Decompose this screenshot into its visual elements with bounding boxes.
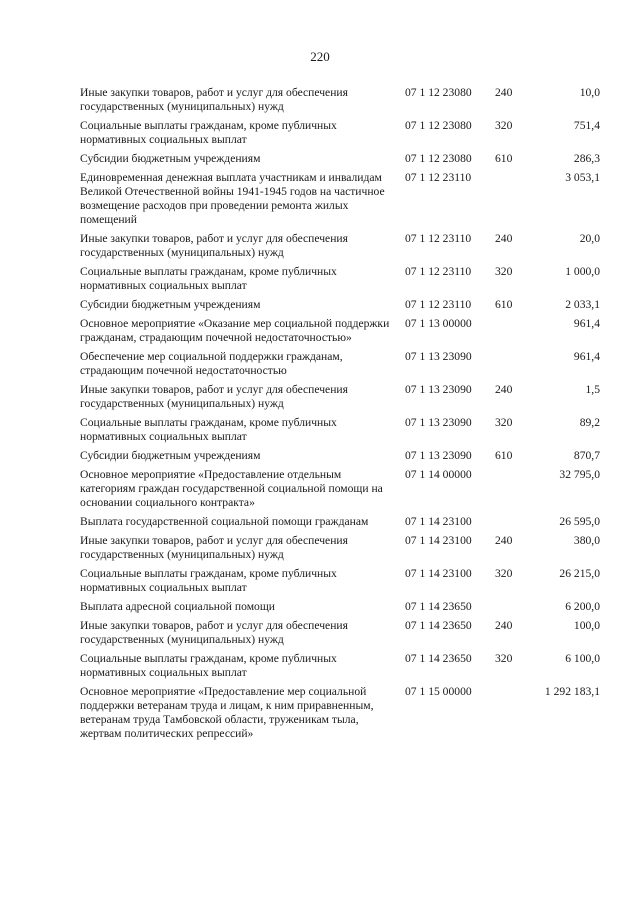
row-code: 07 1 14 23650 [405, 652, 472, 665]
row-amount: 6 100,0 [565, 652, 600, 665]
row-expense-type: 320 [495, 265, 513, 278]
row-name: Социальные выплаты гражданам, кроме публичных нормативных социальных выплат [80, 265, 337, 292]
budget-table [80, 86, 600, 746]
row-name: Иные закупки товаров, работ и услуг для обеспечения государственных (муниципальных) нужд [80, 86, 348, 113]
row-expense-type [495, 600, 525, 614]
row-expense-type: 320 [495, 567, 513, 580]
row-name: Обеспечение мер социальной поддержки гражданам, страдающим почечной недостаточностью [80, 350, 343, 377]
row-amount: 26 595,0 [559, 515, 600, 528]
row-amount: 961,4 [573, 317, 600, 330]
row-code: 07 1 12 23080 [405, 86, 472, 99]
table-row [80, 152, 600, 166]
row-code: 07 1 14 00000 [405, 468, 472, 481]
row-amount: 32 795,0 [559, 468, 600, 481]
row-code: 07 1 12 23110 [405, 171, 472, 184]
row-code: 07 1 15 00000 [405, 685, 472, 698]
table-row [80, 119, 600, 147]
row-name: Единовременная денежная выплата участникам и инвалидам Великой Отечественной войны 1941-1945 годов на частичное возмещение расходов при проведении ремонта жилых помещений [80, 171, 385, 226]
row-code: 07 1 12 23110 [405, 265, 472, 278]
row-name: Социальные выплаты гражданам, кроме публичных нормативных социальных выплат [80, 416, 337, 443]
row-code: 07 1 13 23090 [405, 350, 472, 363]
row-code: 07 1 14 23100 [405, 515, 472, 528]
row-expense-type [495, 468, 525, 510]
table-row [80, 416, 600, 444]
row-code: 07 1 12 23080 [405, 152, 472, 165]
row-name: Социальные выплаты гражданам, кроме публичных нормативных социальных выплат [80, 567, 337, 594]
row-code: 07 1 12 23080 [405, 119, 472, 132]
table-row [80, 171, 600, 227]
row-expense-type [495, 317, 525, 345]
table-row [80, 86, 600, 114]
row-name: Субсидии бюджетным учреждениям [80, 449, 261, 462]
row-name: Субсидии бюджетным учреждениям [80, 298, 261, 311]
row-name: Выплата государственной социальной помощи гражданам [80, 515, 369, 528]
row-name: Иные закупки товаров, работ и услуг для обеспечения государственных (муниципальных) нужд [80, 232, 348, 259]
row-code: 07 1 12 23110 [405, 232, 472, 245]
page-number: 220 [310, 49, 330, 64]
table-row [80, 600, 600, 614]
row-expense-type: 240 [495, 86, 513, 99]
row-code: 07 1 13 23090 [405, 416, 472, 429]
row-name: Основное мероприятие «Предоставление отдельным категориям граждан государственной социальной помощи на основании социального контракта» [80, 468, 383, 509]
row-amount: 1,5 [585, 383, 600, 396]
table-row [80, 468, 600, 510]
row-amount: 1 000,0 [565, 265, 600, 278]
row-code: 07 1 13 23090 [405, 383, 472, 396]
row-name: Иные закупки товаров, работ и услуг для обеспечения государственных (муниципальных) нужд [80, 383, 348, 410]
row-name: Основное мероприятие «Оказание мер социальной поддержки гражданам, страдающим почечной недостаточностью» [80, 317, 390, 344]
row-amount: 286,3 [573, 152, 600, 165]
row-code: 07 1 12 23110 [405, 298, 472, 311]
row-name: Основное мероприятие «Предоставление мер социальной поддержки ветеранам труда и лицам, к ним приравненным, ветеранам труда Тамбовской области, труженикам тыла, жертвам политических репрессий» [80, 685, 374, 740]
row-name: Иные закупки товаров, работ и услуг для обеспечения государственных (муниципальных) нужд [80, 619, 348, 646]
table-row [80, 652, 600, 680]
row-expense-type: 240 [495, 383, 513, 396]
row-amount: 10,0 [579, 86, 600, 99]
row-amount: 20,0 [579, 232, 600, 245]
row-expense-type: 610 [495, 298, 513, 311]
row-expense-type [495, 515, 525, 529]
row-expense-type: 320 [495, 652, 513, 665]
row-expense-type: 610 [495, 449, 513, 462]
table-row [80, 515, 600, 529]
row-amount: 89,2 [579, 416, 600, 429]
row-expense-type: 320 [495, 416, 513, 429]
row-amount: 751,4 [573, 119, 600, 132]
row-expense-type [495, 350, 525, 378]
row-code: 07 1 14 23100 [405, 534, 472, 547]
row-amount: 3 053,1 [565, 171, 600, 184]
row-name: Выплата адресной социальной помощи [80, 600, 275, 613]
row-expense-type: 610 [495, 152, 513, 165]
row-code: 07 1 14 23650 [405, 600, 472, 613]
row-amount: 1 292 183,1 [544, 685, 600, 698]
row-expense-type: 320 [495, 119, 513, 132]
row-code: 07 1 13 00000 [405, 317, 472, 330]
row-expense-type: 240 [495, 619, 513, 632]
row-expense-type [495, 171, 525, 227]
row-code: 07 1 13 23090 [405, 449, 472, 462]
table-row [80, 534, 600, 562]
row-expense-type: 240 [495, 232, 513, 245]
row-name: Иные закупки товаров, работ и услуг для обеспечения государственных (муниципальных) нужд [80, 534, 348, 561]
row-amount: 26 215,0 [559, 567, 600, 580]
row-amount: 6 200,0 [565, 600, 600, 613]
row-name: Социальные выплаты гражданам, кроме публичных нормативных социальных выплат [80, 652, 337, 679]
table-row [80, 350, 600, 378]
row-code: 07 1 14 23100 [405, 567, 472, 580]
row-expense-type [495, 685, 525, 741]
row-amount: 100,0 [573, 619, 600, 632]
table-row [80, 383, 600, 411]
row-name: Социальные выплаты гражданам, кроме публичных нормативных социальных выплат [80, 119, 337, 146]
table-row [80, 449, 600, 463]
row-amount: 2 033,1 [565, 298, 600, 311]
table-row [80, 265, 600, 293]
table-row [80, 317, 600, 345]
row-amount: 380,0 [573, 534, 600, 547]
table-row [80, 232, 600, 260]
table-row [80, 619, 600, 647]
row-name: Субсидии бюджетным учреждениям [80, 152, 261, 165]
table-row [80, 685, 600, 741]
row-amount: 870,7 [573, 449, 600, 462]
row-expense-type: 240 [495, 534, 513, 547]
table-row [80, 298, 600, 312]
row-amount: 961,4 [573, 350, 600, 363]
row-code: 07 1 14 23650 [405, 619, 472, 632]
table-row [80, 567, 600, 595]
